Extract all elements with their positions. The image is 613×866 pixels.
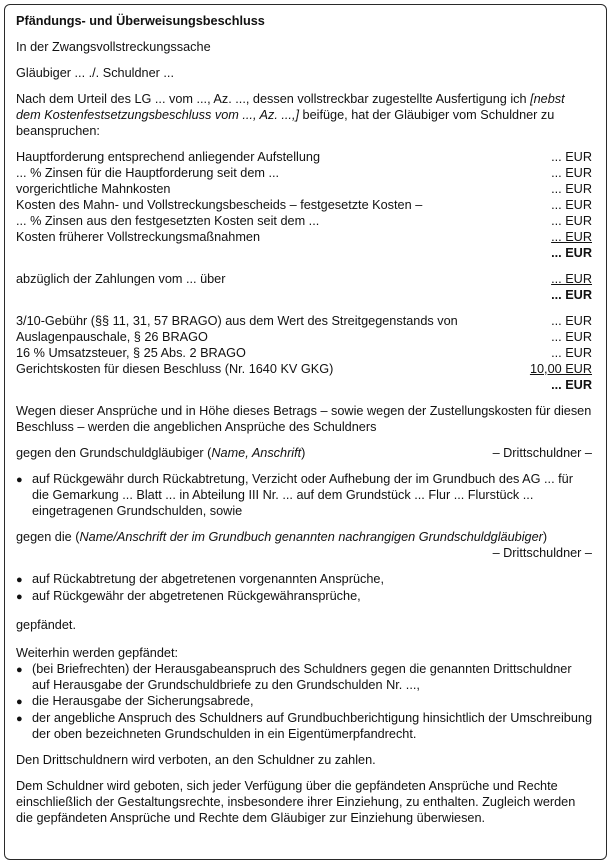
bullet-list-2 (16, 571, 592, 605)
list-item: ● auf Rückabtretung der abgetretenen vorgenannten Ansprüche, (16, 571, 592, 588)
third-debtor-label: – Drittschuldner – (492, 446, 592, 460)
claim-row: ... % Zinsen für die Hauptforderung seit dem ... ... EUR (16, 166, 592, 180)
fee-row: Auslagenpauschale, § 26 BRAGO ... EUR (16, 330, 592, 344)
claim-row: Kosten des Mahn- und Vollstreckungsbescheids – festgesetzte Kosten – ... EUR (16, 198, 592, 212)
bullet-icon (16, 710, 32, 742)
judgment-text: Nach dem Urteil des LG ... vom ..., Az. ..., dessen vollstreckbar zugestellte Ausfertigung ich (16, 92, 527, 106)
fee-row: Gerichtskosten für diesen Beschluss (Nr. 1640 KV GKG) 10,00 EUR (16, 362, 592, 376)
claims-table (16, 149, 592, 261)
judgment-paragraph (16, 91, 592, 139)
bullet-icon (16, 661, 32, 693)
subtotal-row-2: ... EUR (551, 288, 592, 302)
parties-line: Gläubiger ... ./. Schuldner ... (16, 66, 174, 80)
list-item: ● auf Rückgewähr der abgetretenen Rückgewähransprüche, (16, 588, 592, 605)
judgment-text-end: beifüge, hat der Gläubiger vom Schuldner zu beanspruchen: (16, 108, 555, 138)
list-item: ● die Herausgabe der Sicherungsabrede, (16, 693, 592, 710)
fees-table (16, 313, 592, 393)
document-body (16, 13, 592, 826)
claim-row: Hauptforderung entsprechend anliegender Aufstellung ... EUR (16, 150, 592, 164)
order-paragraph: Dem Schuldner wird geboten, sich jeder Verfügung über die gepfändeten Ansprüche und Rechte einschließlich der Gestaltungsrechte, insbesondere ihrer Einziehung, zu enthalten. Zugleich werden die gepfändeten Ansprüche und Rechte dem Gläubiger zur Einziehung überwiesen. (16, 779, 576, 825)
list-item: ● der angebliche Anspruch des Schuldners auf Grundbuchberichtigung hinsichtlich der Umschreibung der oben bezeichneten Grundschulden in ein Eigentümerpfandrecht. (16, 710, 592, 742)
third-debtor-label-2: – Drittschuldner – (492, 546, 592, 560)
bullet-list-3 (16, 661, 592, 742)
bullet-icon (16, 693, 32, 710)
list-item: ● auf Rückgewähr durch Rückabtretung, Verzicht oder Aufhebung der im Grundbuch des AG ... für die Gemarkung ... Blatt ... in Abteilung III Nr. ... auf dem Grundstück ... Flur ... Flurstück ... eingetragenen Grundschulden, sowie (16, 471, 592, 519)
bullet-icon (16, 588, 32, 605)
fee-row: 3/10-Gebühr (§§ 11, 31, 57 BRAGO) aus dem Wert des Streitgegenstands von ... EUR (16, 314, 592, 328)
deduction-row: abzüglich der Zahlungen vom ... über ... EUR (16, 272, 592, 286)
claims-paragraph: Wegen dieser Ansprüche und in Höhe dieses Betrags – sowie wegen der Zustellungskosten für diesen Beschluss – werden die angeblichen Ansprüche des Schuldners (16, 404, 592, 434)
prohibition-line: Den Drittschuldnern wird verboten, an den Schuldner zu zahlen. (16, 753, 376, 767)
third-debtor-line-1: gegen den Grundschuldgläubiger (Name, Anschrift) – Drittschuldner – (16, 446, 592, 460)
claim-row: Kosten früherer Vollstreckungsmaßnahmen ... EUR (16, 230, 592, 244)
third-debtor-line-2: gegen die (Name/Anschrift der im Grundbuch genannten nachrangigen Grundschuldgläubiger) (16, 530, 548, 544)
deduction-block (16, 271, 592, 303)
further-title: Weiterhin werden gepfändet: (16, 646, 178, 660)
total-row: ... EUR (551, 378, 592, 392)
judgment-italic: [nebst dem Kostenfestsetzungsbeschluss vom ..., Az. ...,] (16, 92, 565, 122)
list-item: ● (bei Briefrechten) der Herausgabeanspruch des Schuldners gegen die genannten Drittschuldner auf Herausgabe der Grundschuldbriefe zu den Grundschulden Nr. ..., (16, 661, 592, 693)
bullet-icon (16, 571, 32, 588)
claim-row: vorgerichtliche Mahnkosten ... EUR (16, 182, 592, 196)
claim-row: ... % Zinsen aus den festgesetzten Kosten seit dem ... ... EUR (16, 214, 592, 228)
document-title: Pfändungs- und Überweisungsbeschluss (16, 14, 265, 28)
subtotal-row: ... EUR (551, 246, 592, 260)
seized-line: gepfändet. (16, 618, 76, 632)
intro-line: In der Zwangsvollstreckungssache (16, 40, 211, 54)
bullet-icon (16, 471, 32, 519)
fee-row: 16 % Umsatzsteuer, § 25 Abs. 2 BRAGO ... EUR (16, 346, 592, 360)
